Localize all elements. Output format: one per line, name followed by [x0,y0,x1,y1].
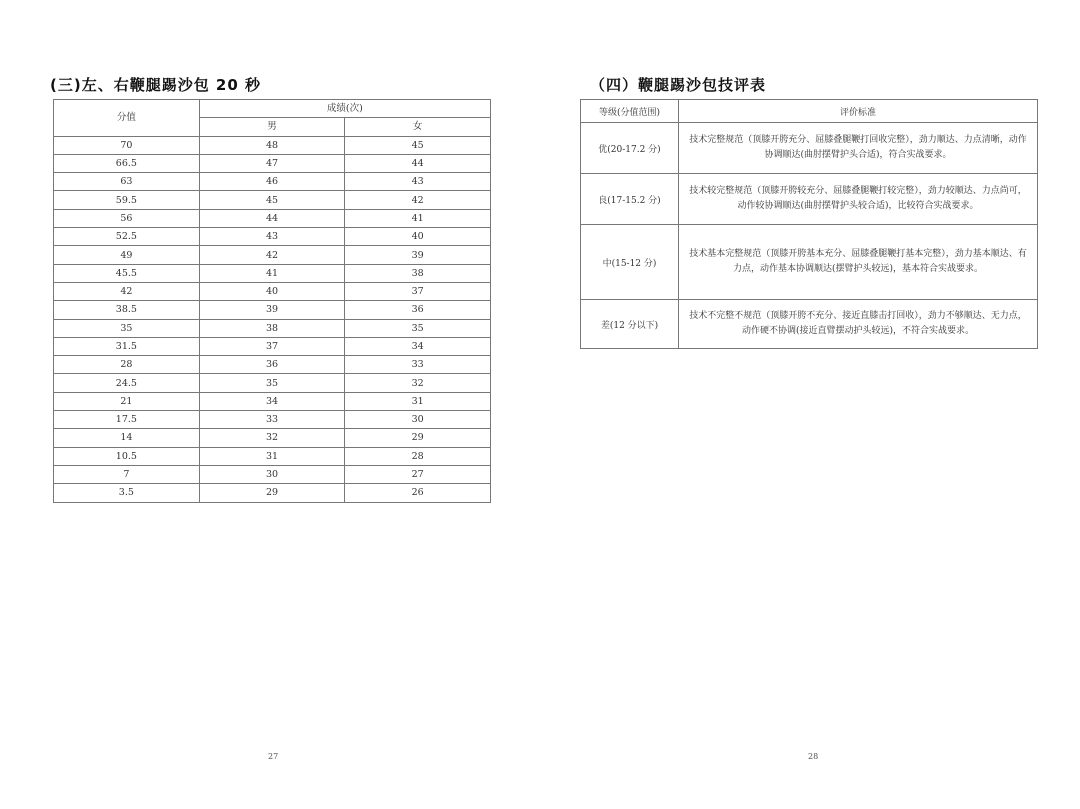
score-cell: 14 [54,429,200,447]
left-section-title: (三)左、右鞭腿踢沙包 20 秒 [50,76,262,94]
score-cell: 31.5 [54,337,200,355]
grade-column-header: 等级(分值范围) [581,100,679,123]
score-cell: 21 [54,392,200,410]
female-count-cell: 38 [345,264,491,282]
score-cell: 63 [54,173,200,191]
right-section-title: （四）鞭腿踢沙包技评表 [590,76,767,94]
male-count-cell: 35 [199,374,345,392]
male-count-cell: 44 [199,209,345,227]
male-count-cell: 47 [199,154,345,172]
standard-column-header: 评价标准 [679,100,1038,123]
score-cell: 38.5 [54,301,200,319]
score-table-body [54,136,491,502]
female-count-cell: 28 [345,447,491,465]
page-number-left: 27 [268,752,279,761]
male-count-cell: 40 [199,282,345,300]
score-cell: 66.5 [54,154,200,172]
score-cell: 24.5 [54,374,200,392]
female-count-cell: 39 [345,246,491,264]
female-count-cell: 43 [345,173,491,191]
score-cell: 49 [54,246,200,264]
score-table [53,99,491,503]
score-column-header: 分值 [54,100,200,137]
score-cell: 35 [54,319,200,337]
table-row [54,484,491,502]
table-row [54,337,491,355]
male-count-cell: 36 [199,356,345,374]
male-count-cell: 45 [199,191,345,209]
table-row [54,282,491,300]
table-row [54,191,491,209]
grade-cell: 优(20-17.2 分) [581,123,679,174]
score-cell: 56 [54,209,200,227]
male-count-cell: 43 [199,228,345,246]
grade-cell: 差(12 分以下) [581,300,679,349]
male-count-cell: 48 [199,136,345,154]
male-count-cell: 41 [199,264,345,282]
table-row [54,173,491,191]
score-cell: 70 [54,136,200,154]
table-row [54,301,491,319]
female-count-cell: 29 [345,429,491,447]
score-cell: 52.5 [54,228,200,246]
table-row [581,123,1038,174]
score-cell: 59.5 [54,191,200,209]
table-row [54,264,491,282]
standard-cell: 技术完整规范（顶膝开胯充分、屈膝叠腿鞭打回收完整），劲力顺达、力点清晰，动作协调顺达(曲肘摆臂护头合适)，符合实战要求。 [679,123,1038,174]
page-number-right: 28 [808,752,819,761]
table-row [54,319,491,337]
table-row [581,225,1038,300]
male-count-cell: 42 [199,246,345,264]
table-row [54,209,491,227]
female-count-cell: 40 [345,228,491,246]
female-count-cell: 27 [345,465,491,483]
grade-cell: 良(17-15.2 分) [581,174,679,225]
table-row [54,465,491,483]
female-count-cell: 41 [345,209,491,227]
female-count-cell: 37 [345,282,491,300]
male-count-cell: 30 [199,465,345,483]
female-count-cell: 36 [345,301,491,319]
score-cell: 7 [54,465,200,483]
table-row [54,374,491,392]
female-count-cell: 42 [345,191,491,209]
female-count-cell: 34 [345,337,491,355]
male-count-cell: 39 [199,301,345,319]
score-cell: 42 [54,282,200,300]
table-row [581,300,1038,349]
male-count-cell: 37 [199,337,345,355]
male-count-cell: 38 [199,319,345,337]
table-row [54,411,491,429]
result-column-header: 成绩(次) [199,100,490,118]
table-row [54,246,491,264]
evaluation-table [580,99,1038,349]
female-count-cell: 33 [345,356,491,374]
female-count-cell: 44 [345,154,491,172]
score-cell: 17.5 [54,411,200,429]
score-cell: 28 [54,356,200,374]
male-count-cell: 32 [199,429,345,447]
standard-cell: 技术不完整不规范（顶膝开胯不充分、接近直膝击打回收），劲力不够顺达、无力点，动作硬不协调(接近直臂摆动护头较远)，不符合实战要求。 [679,300,1038,349]
score-cell: 10.5 [54,447,200,465]
score-cell: 45.5 [54,264,200,282]
grade-cell: 中(15-12 分) [581,225,679,300]
male-count-cell: 29 [199,484,345,502]
female-count-cell: 31 [345,392,491,410]
table-row [581,174,1038,225]
table-row [54,136,491,154]
female-count-cell: 45 [345,136,491,154]
standard-cell: 技术较完整规范（顶膝开胯较充分、屈膝叠腿鞭打较完整），劲力较顺达、力点尚可，动作较协调顺达(曲肘摆臂护头较合适)，比较符合实战要求。 [679,174,1038,225]
male-count-cell: 33 [199,411,345,429]
female-count-cell: 30 [345,411,491,429]
table-row [54,228,491,246]
female-count-cell: 35 [345,319,491,337]
male-count-cell: 34 [199,392,345,410]
table-row [54,392,491,410]
male-count-cell: 31 [199,447,345,465]
table-row [54,447,491,465]
male-count-cell: 46 [199,173,345,191]
score-cell: 3.5 [54,484,200,502]
female-count-cell: 32 [345,374,491,392]
table-row [54,356,491,374]
table-row [54,154,491,172]
male-column-header: 男 [199,118,345,136]
female-count-cell: 26 [345,484,491,502]
table-row [54,429,491,447]
female-column-header: 女 [345,118,491,136]
standard-cell: 技术基本完整规范（顶膝开胯基本充分、屈膝叠腿鞭打基本完整），劲力基本顺达、有力点，动作基本协调顺达(摆臂护头较远)，基本符合实战要求。 [679,225,1038,300]
